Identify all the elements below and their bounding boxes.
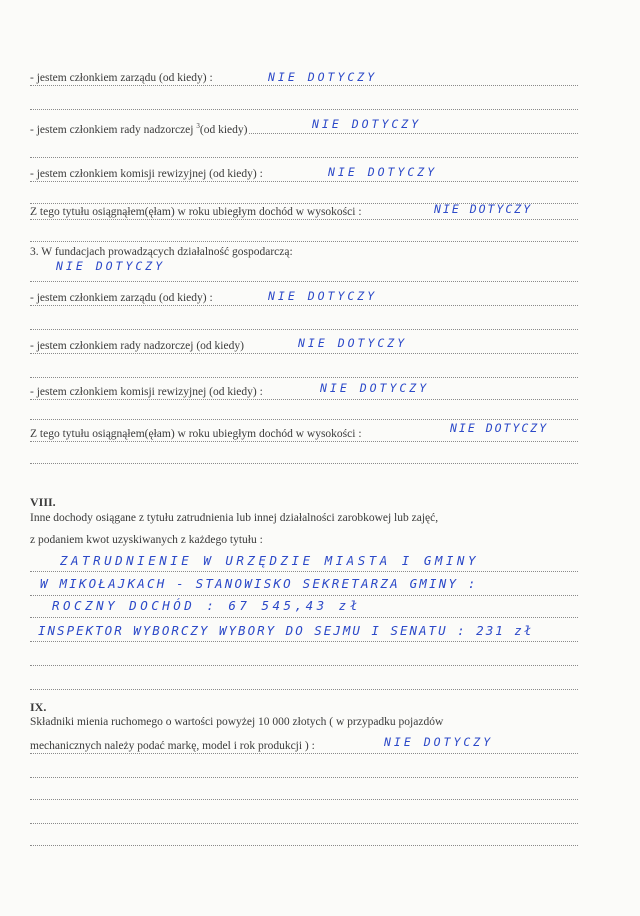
- section-viii-heading: VIII.: [30, 495, 56, 509]
- s3-income-handwriting: NIE DOTYCZY: [450, 421, 549, 435]
- blank-line: [30, 312, 578, 332]
- blank-line: [30, 224, 578, 244]
- s3-board-handwriting: NIE DOTYCZY: [268, 289, 378, 303]
- s2-income-label: Z tego tytułu osiągnąłem(ęłam) w roku ubiegłym dochód w wysokości :: [30, 206, 362, 218]
- blank-line: [30, 92, 578, 112]
- blank-line: [30, 140, 578, 160]
- blank-line: [30, 760, 578, 780]
- s3-supervisory-label: - jestem członkiem rady nadzorczej (od kiedy): [30, 340, 244, 352]
- blank-line: [30, 446, 578, 466]
- s2-income-handwriting: NIE DOTYCZY: [434, 202, 533, 216]
- s3-audit-handwriting: NIE DOTYCZY: [320, 381, 430, 395]
- s8-handwriting-1: ZATRUDNIENIE W URZĘDZIE MIASTA I GMINY: [60, 553, 479, 568]
- blank-line: [30, 360, 578, 380]
- s8-handwriting-4: INSPEKTOR WYBORCZY WYBORY DO SEJMU I SENATU : 231 zł: [38, 623, 534, 638]
- blank-line: [30, 782, 578, 802]
- s3-title-handwriting: NIE DOTYCZY: [56, 259, 166, 273]
- s2-board-label: - jestem członkiem zarządu (od kiedy) :: [30, 72, 213, 84]
- s2-audit-line: [30, 164, 578, 184]
- s9-text-2: mechanicznych należy podać markę, model i rok produkcji ) :: [30, 740, 315, 752]
- blank-line: [30, 828, 578, 848]
- blank-line: [30, 402, 578, 422]
- s8-handwriting-2: W MIKOŁAJKACH - STANOWISKO SEKRETARZA GMINY :: [40, 576, 478, 591]
- s2-supervisory-handwriting: NIE DOTYCZY: [312, 117, 422, 131]
- s2-supervisory-line: [30, 116, 578, 136]
- s2-audit-label: - jestem członkiem komisji rewizyjnej (od kiedy) :: [30, 168, 263, 180]
- section-ix-heading: IX.: [30, 700, 47, 714]
- s8-text-2: z podaniem kwot uzyskiwanych z każdego tytułu :: [30, 534, 263, 546]
- s8-text-1: Inne dochody osiągane z tytułu zatrudnienia lub innej działalności zarobkowej lub zajęć,: [30, 512, 439, 524]
- s2-supervisory-suffix: (od kiedy): [199, 123, 248, 136]
- s8-handwriting-3: ROCZNY DOCHÓD : 67 545,43 zł: [52, 598, 361, 613]
- s9-text-1: Składniki mienia ruchomego o wartości powyżej 10 000 złotych ( w przypadku pojazdów: [30, 716, 444, 728]
- s2-supervisory-label: - jestem członkiem rady nadzorczej: [30, 123, 194, 136]
- s9-handwriting: NIE DOTYCZY: [384, 735, 494, 749]
- blank-line: [30, 806, 578, 826]
- s2-board-handwriting: NIE DOTYCZY: [268, 70, 378, 84]
- s2-audit-handwriting: NIE DOTYCZY: [328, 165, 438, 179]
- s9-text-2-line: [30, 736, 578, 756]
- blank-line: [30, 648, 578, 668]
- footnote-marker: 3: [196, 122, 200, 130]
- s3-title: 3. W fundacjach prowadzących działalność gospodarczą:: [30, 246, 293, 258]
- blank-line: [30, 672, 578, 692]
- s8-text-2-line: [30, 530, 578, 550]
- s3-income-label: Z tego tytułu osiągnąłem(ęłam) w roku ubiegłym dochód w wysokości :: [30, 428, 362, 440]
- s3-audit-label: - jestem członkiem komisji rewizyjnej (od kiedy) :: [30, 386, 263, 398]
- s3-board-label: - jestem członkiem zarządu (od kiedy) :: [30, 292, 213, 304]
- s3-supervisory-handwriting: NIE DOTYCZY: [298, 336, 408, 350]
- s3-audit-line: [30, 382, 578, 402]
